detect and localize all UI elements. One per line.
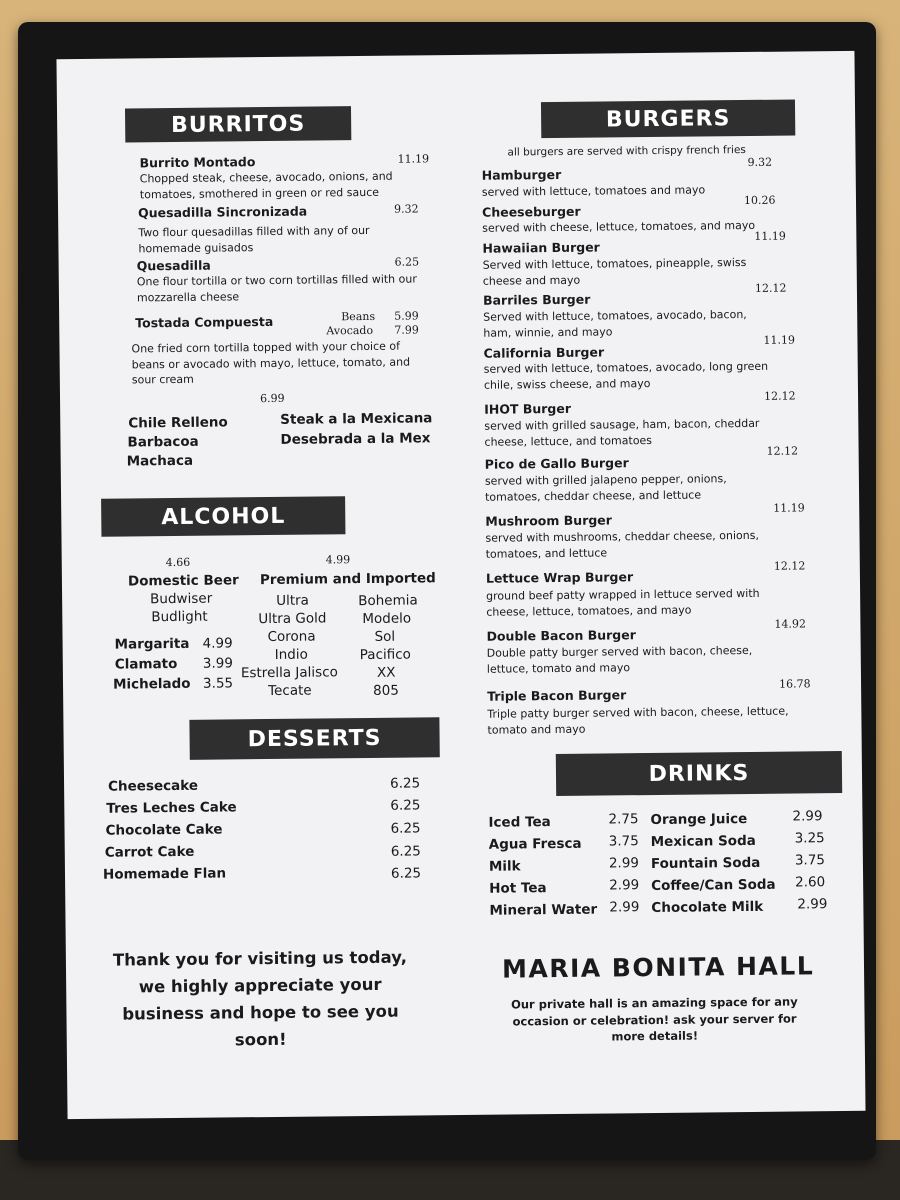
guisado-item: Barbacoa — [127, 433, 199, 451]
guisado-item: Steak a la Mexicana — [280, 410, 433, 428]
drinks-header: DRINKS — [556, 751, 842, 796]
quesadilla-sincronizada-desc: Two flour quesadillas filled with any of our homemade guisados — [138, 223, 370, 255]
burger-price: 11.19 — [773, 501, 805, 515]
dessert-price: 6.25 — [390, 865, 422, 882]
burger-name: Cheeseburger — [482, 203, 581, 220]
dessert-price: 6.25 — [390, 820, 421, 837]
premium-beer-item: Ultra — [276, 592, 309, 609]
burger-name: IHOT Burger — [484, 400, 572, 417]
premium-beer-item: Sol — [374, 628, 396, 645]
burger-name: Hawaiian Burger — [482, 239, 600, 256]
burger-desc: Served with lettuce, tomatoes, avocado, bacon, ham, winnie, and mayo — [483, 307, 747, 340]
hall-title: MARIA BONITA HALL — [501, 951, 815, 984]
drink-name: Milk — [488, 858, 521, 875]
burger-desc: served with lettuce, tomatoes and mayo — [481, 183, 706, 199]
drink-name: Mexican Soda — [650, 832, 756, 851]
guisado-item: Chile Relleno — [128, 414, 228, 432]
quesadilla-sincronizada-price: 9.32 — [393, 202, 419, 216]
guisados-price: 6.99 — [259, 391, 285, 406]
dessert-price: 6.25 — [390, 797, 421, 814]
quesadilla-price: 6.25 — [394, 255, 420, 269]
burgers-header: BURGERS — [541, 99, 795, 138]
dessert-name: Carrot Cake — [104, 843, 195, 861]
premium-beer-item: 805 — [373, 682, 399, 699]
dessert-price: 6.25 — [390, 843, 421, 860]
mixed-drink-name: Clamato — [114, 655, 178, 673]
burrito-montado-name: Burrito Montado — [139, 154, 256, 171]
premium-beer-price: 4.99 — [325, 553, 351, 567]
drink-price: 2.99 — [792, 808, 823, 825]
drink-price: 3.75 — [794, 852, 826, 869]
domestic-beer-item: Budwiser — [150, 590, 213, 608]
burger-desc: Double patty burger served with bacon, cheese, lettuce, tomato and mayo — [486, 643, 753, 676]
premium-beer-item: Tecate — [268, 682, 312, 700]
premium-beer-title: Premium and Imported — [259, 570, 436, 589]
premium-beer-item: Ultra Gold — [258, 610, 327, 628]
burger-desc: served with cheese, lettuce, tomatoes, and mayo — [482, 218, 756, 235]
burrito-montado-desc: Chopped steak, cheese, avocado, onions, and tomatoes, smothered in green or red sauce — [139, 169, 393, 201]
dessert-name: Tres Leches Cake — [106, 799, 237, 817]
burger-name: Lettuce Wrap Burger — [485, 569, 634, 586]
burger-price: 11.19 — [763, 333, 796, 347]
burger-price: 12.12 — [766, 444, 799, 458]
tostada-beans-price: 5.99 — [394, 309, 419, 323]
drink-name: Agua Fresca — [488, 835, 582, 853]
dessert-name: Homemade Flan — [102, 865, 227, 883]
drink-name: Fountain Soda — [650, 854, 761, 873]
domestic-beer-title: Domestic Beer — [127, 572, 239, 590]
dessert-price: 6.25 — [389, 775, 421, 792]
mixed-drink-name: Michelado — [112, 675, 191, 693]
drink-name: Chocolate Milk — [651, 898, 764, 917]
drink-price: 2.99 — [609, 899, 640, 916]
quesadilla-desc: One flour tortilla or two corn tortillas filled with our mozzarella cheese — [136, 272, 417, 304]
mixed-drink-price: 4.99 — [202, 635, 233, 652]
thank-you-message: Thank you for visiting us today, we highly appreciate your business and hope to see you soon! — [112, 947, 408, 1050]
burger-desc: served with grilled jalapeno pepper, onions, tomatoes, cheddar cheese, and lettuce — [484, 472, 727, 504]
burger-name: Barriles Burger — [482, 291, 591, 308]
burger-desc: ground beef patty wrapped in lettuce served with cheese, lettuce, tomatoes, and mayo — [486, 586, 760, 619]
premium-beer-item: Indio — [274, 646, 308, 663]
drink-name: Mineral Water — [489, 901, 598, 919]
drink-price: 2.99 — [609, 877, 640, 894]
drink-price: 2.99 — [608, 855, 640, 872]
drink-price: 2.60 — [795, 874, 826, 891]
burger-name: Hamburger — [481, 166, 562, 183]
drink-name: Hot Tea — [489, 880, 547, 897]
burger-price: 12.12 — [773, 559, 806, 573]
mixed-drink-price: 3.99 — [202, 655, 233, 672]
premium-beer-item: Corona — [267, 628, 316, 646]
guisado-item: Desebrada a la Mex — [280, 430, 431, 448]
guisado-item: Machaca — [126, 452, 194, 470]
mixed-drink-name: Margarita — [114, 635, 190, 653]
alcohol-header: ALCOHOL — [101, 496, 345, 537]
tostada-avocado-label: Avocado — [326, 323, 374, 338]
quesadilla-sincronizada-name: Quesadilla Sincronizada — [138, 203, 308, 221]
burger-price: 16.78 — [778, 677, 811, 691]
burritos-header: BURRITOS — [125, 106, 351, 142]
premium-beer-item: Bohemia — [358, 592, 418, 610]
desserts-header: DESSERTS — [189, 717, 439, 760]
domestic-beer-price: 4.66 — [165, 555, 191, 570]
burger-name: Pico de Gallo Burger — [484, 455, 629, 472]
burger-price: 12.12 — [763, 389, 796, 403]
drink-price: 3.25 — [794, 830, 825, 847]
burger-name: Mushroom Burger — [485, 512, 612, 529]
premium-beer-item: Estrella Jalisco — [240, 664, 338, 682]
hall-description: Our private hall is an amazing space for any occasion or celebration! ask your server for more details! — [510, 994, 798, 1044]
drink-name: Orange Juice — [650, 811, 748, 829]
drink-price: 3.75 — [608, 833, 639, 850]
burger-desc: served with mushrooms, cheddar cheese, onions, tomatoes, and lettuce — [485, 528, 760, 561]
dessert-name: Chocolate Cake — [105, 821, 223, 839]
premium-beer-item: XX — [376, 664, 396, 681]
burger-desc: Triple patty burger served with bacon, cheese, lettuce, tomato and mayo — [487, 704, 789, 737]
burger-price: 12.12 — [754, 281, 787, 295]
burger-desc: served with lettuce, tomatoes, avocado, long green chile, swiss cheese, and mayo — [483, 359, 769, 392]
burger-price: 9.32 — [747, 155, 773, 169]
tostada-avocado-price: 7.99 — [394, 323, 419, 337]
premium-beer-item: Pacifico — [359, 646, 411, 664]
burger-name: Triple Bacon Burger — [487, 687, 627, 704]
drink-name: Coffee/Can Soda — [651, 876, 776, 895]
drink-name: Iced Tea — [488, 814, 551, 831]
burger-name: California Burger — [483, 344, 605, 361]
burger-price: 11.19 — [754, 229, 786, 243]
burger-desc: Served with lettuce, tomatoes, pineapple, swiss cheese and mayo — [482, 255, 747, 288]
burger-price: 14.92 — [774, 617, 806, 631]
quesadilla-name: Quesadilla — [136, 257, 211, 274]
dessert-name: Cheesecake — [108, 777, 199, 795]
burrito-montado-price: 11.19 — [397, 152, 430, 166]
drink-price: 2.99 — [797, 896, 828, 913]
premium-beer-item: Modelo — [362, 610, 412, 628]
burgers-note: all burgers are served with crispy french fries — [507, 143, 746, 159]
mixed-drink-price: 3.55 — [202, 675, 234, 692]
tostada-compuesta-name: Tostada Compuesta — [135, 313, 274, 331]
burger-name: Double Bacon Burger — [486, 627, 636, 644]
tostada-compuesta-desc: One fried corn tortilla topped with your choice of beans or avocado with mayo, lettuce, tomato, and sour cream — [131, 339, 411, 387]
burger-desc: served with grilled sausage, ham, bacon, cheddar cheese, lettuce, and tomatoes — [484, 416, 760, 449]
domestic-beer-item: Budlight — [151, 608, 208, 626]
burger-price: 10.26 — [743, 193, 776, 208]
drink-price: 2.75 — [608, 811, 639, 828]
menu-sheet — [56, 51, 865, 1119]
tostada-beans-label: Beans — [341, 309, 376, 324]
